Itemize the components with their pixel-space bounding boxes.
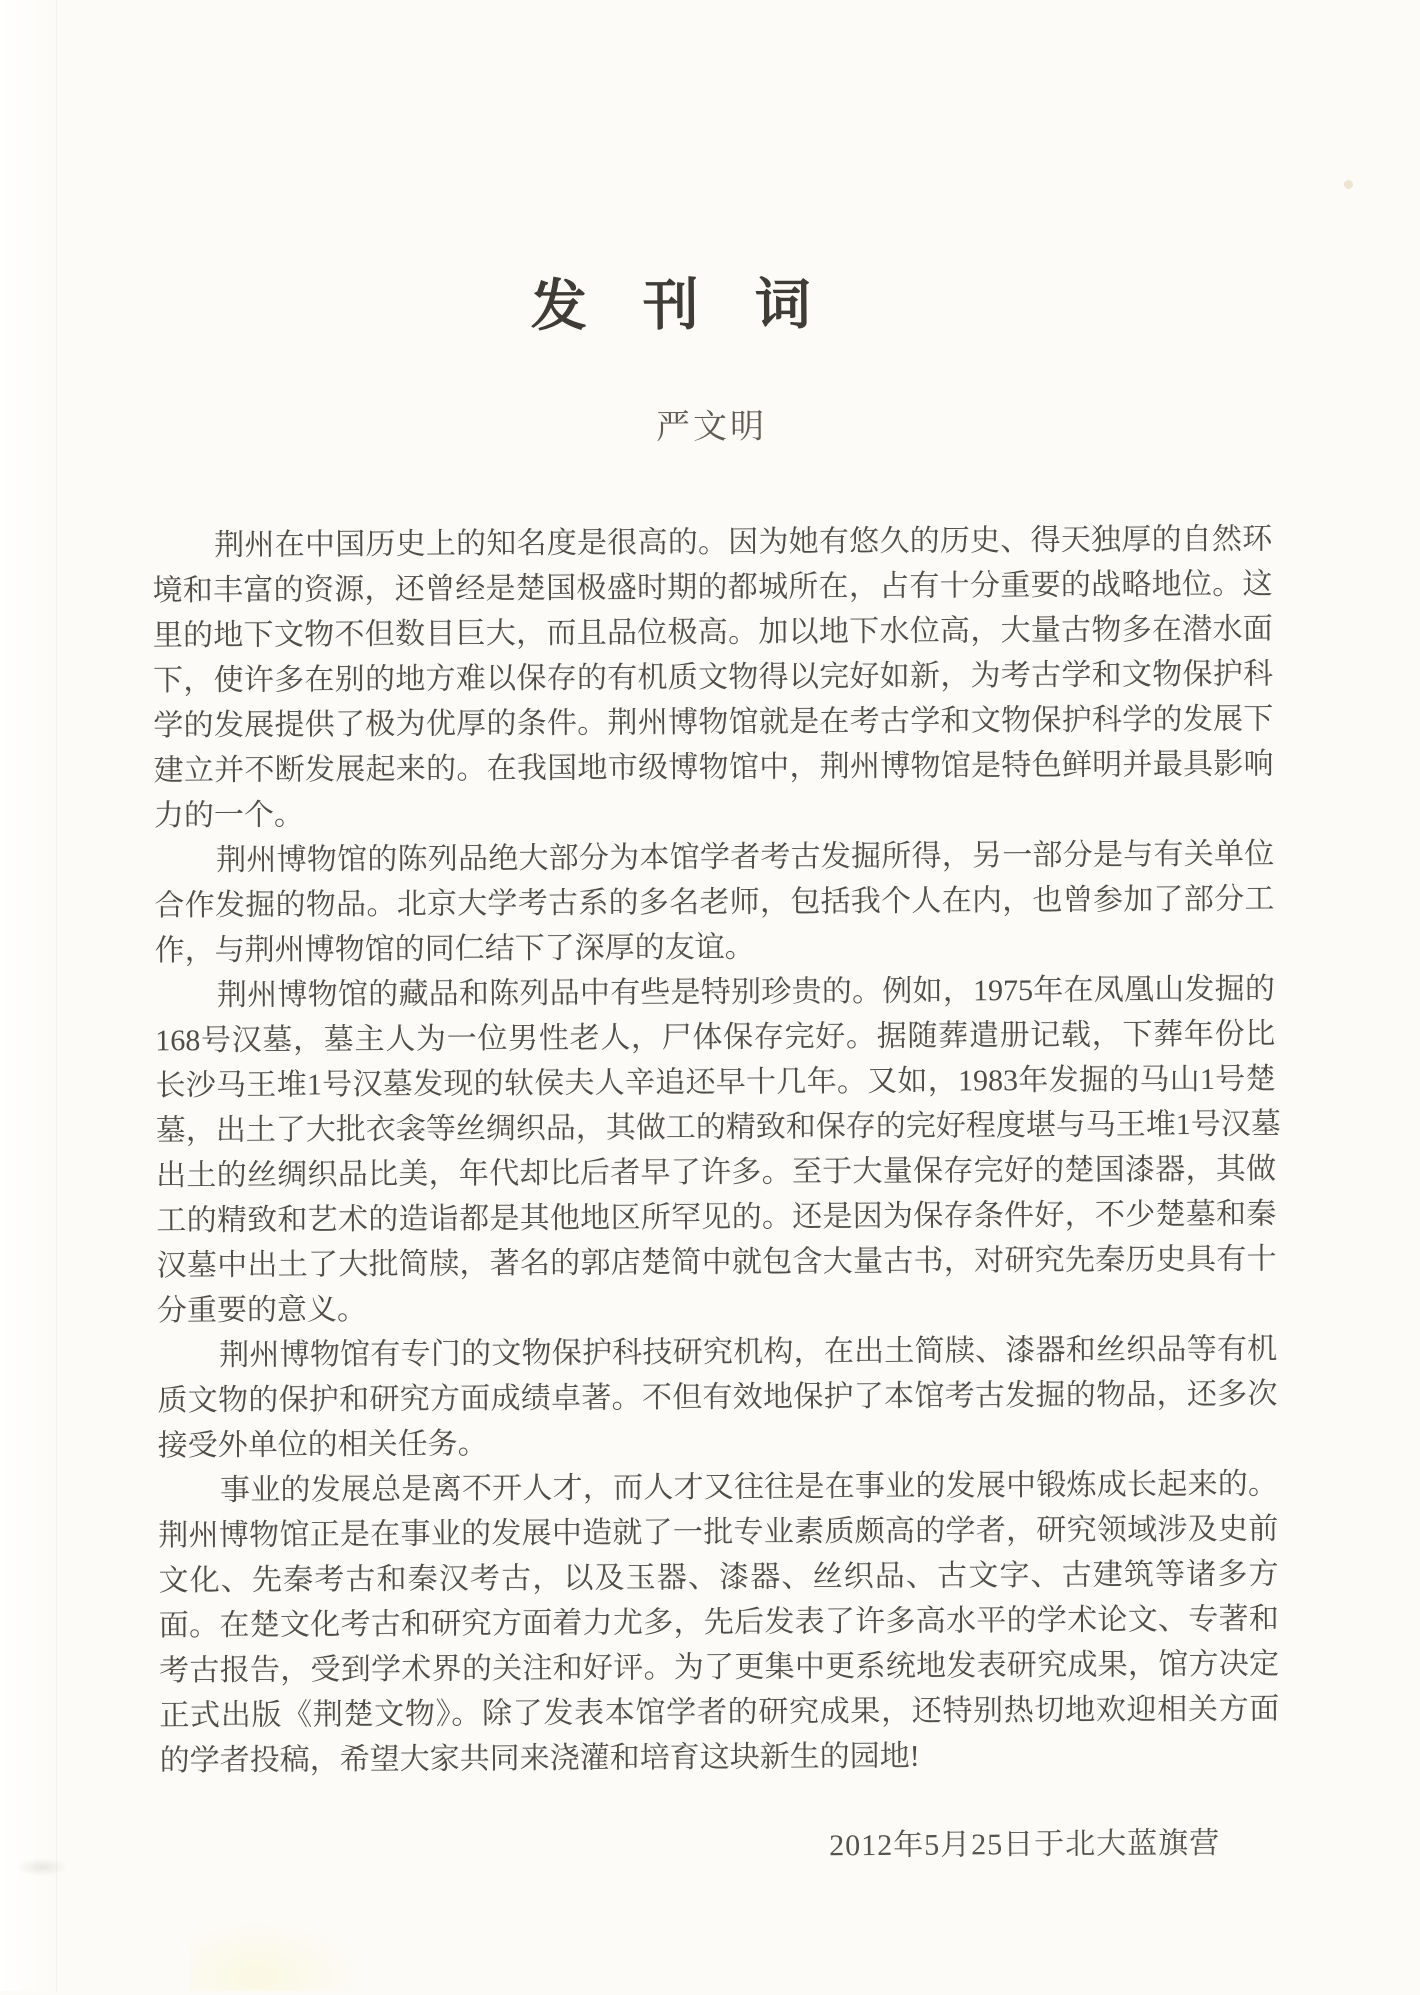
- dateline: 2012年5月25日于北大蓝旗营: [829, 1826, 1221, 1863]
- text-line: 文化、先秦考古和秦汉考古，以及玉器、漆器、丝织品、古文字、古建筑等诸多方: [158, 1557, 1279, 1598]
- text-line: 的学者投稿，希望大家共同来浇灌和培育这块新生的园地!: [159, 1739, 920, 1778]
- text-line: 合作发掘的物品。北京大学考古系的多名老师，包括我个人在内，也曾参加了部分工: [154, 882, 1275, 923]
- scan-blotch: [190, 1920, 360, 1991]
- text-line: 荆州在中国历史上的知名度是很高的。因为她有悠久的历史、得天独厚的自然环: [214, 522, 1273, 563]
- scan-smudge: [16, 1858, 68, 1876]
- text-line: 荆州博物馆有专门的文物保护科技研究机构，在出土简牍、漆器和丝织品等有机: [219, 1332, 1278, 1373]
- text-line: 考古报告，受到学术界的关注和好评。为了更集中更系统地发表研究成果，馆方决定: [159, 1647, 1280, 1688]
- scan-speck: [1344, 180, 1353, 189]
- text-line: 168号汉墓，墓主人为一位男性老人，尸体保存完好。据随葬遣册记载，下葬年份比: [155, 1017, 1276, 1058]
- page-title: 发 刊 词: [530, 274, 811, 339]
- text-line: 工的精致和艺术的造诣都是其他地区所罕见的。还是因为保存条件好，不少楚墓和秦: [156, 1197, 1277, 1238]
- text-line: 荆州博物馆的藏品和陈列品中有些是特别珍贵的。例如，1975年在凤凰山发掘的: [216, 972, 1276, 1013]
- text-line: 墓，出土了大批衣衾等丝绸织品，其做工的精致和保存的完好程度堪与马王堆1号汉墓: [155, 1107, 1281, 1148]
- text-line: 里的地下文物不但数目巨大，而且品位极高。加以地下水位高，大量古物多在潜水面: [152, 612, 1273, 653]
- text-line: 学的发展提供了极为优厚的条件。荆州博物馆就是在考古学和文物保护科学的发展下: [153, 702, 1274, 743]
- text-line: 作，与荆州博物馆的同仁结下了深厚的友谊。: [154, 930, 755, 968]
- text-line: 建立并不断发展起来的。在我国地市级博物馆中，荆州博物馆是特色鲜明并最具影响: [153, 747, 1274, 788]
- paragraph: [157, 1327, 1278, 1469]
- paragraph: [152, 517, 1274, 839]
- text-line: 汉墓中出土了大批简牍，著名的郭店楚简中就包含大量古书，对研究先秦历史具有十: [156, 1242, 1277, 1283]
- text-line: 下，使许多在别的地方难以保存的有机质文物得以完好如新，为考古学和文物保护科: [152, 657, 1274, 698]
- paragraph: [155, 967, 1281, 1334]
- text-line: 事业的发展总是离不开人才，而人才又往往是在事业的发展中锻炼成长起来的。: [219, 1467, 1279, 1508]
- text-line: 面。在楚文化考古和研究方面着力尤多，先后发表了许多高水平的学术论文、专著和: [158, 1602, 1279, 1643]
- text-line: 正式出版《荆楚文物》。除了发表本馆学者的研究成果，还特别热切地欢迎相关方面: [159, 1692, 1280, 1733]
- text-line: 出土的丝绸织品比美，年代却比后者早了许多。至于大量保存完好的楚国漆器，其做: [155, 1152, 1277, 1193]
- paragraph: [154, 832, 1275, 974]
- author-name: 严文明: [655, 408, 768, 447]
- paragraph: [158, 1462, 1280, 1784]
- text-line: 荆州博物馆的陈列品绝大部分为本馆学者考古发掘所得，另一部分是与有关单位: [216, 837, 1275, 878]
- text-line: 力的一个。: [153, 798, 304, 833]
- body-text: [152, 517, 1280, 1784]
- text-line: 分重要的意义。: [156, 1293, 368, 1328]
- text-line: 接受外单位的相关任务。: [157, 1427, 488, 1463]
- text-line: 长沙马王堆1号汉墓发现的轪侯夫人辛追还早十几年。又如，1983年发掘的马山1号楚: [155, 1062, 1276, 1103]
- text-line: 质文物的保护和研究方面成绩卓著。不但有效地保护了本馆考古发掘的物品，还多次: [157, 1377, 1278, 1418]
- text-line: 荆州博物馆正是在事业的发展中造就了一批专业素质颇高的学者，研究领域涉及史前: [158, 1512, 1279, 1553]
- text-line: 境和丰富的资源，还曾经是楚国极盛时期的都城所在，占有十分重要的战略地位。这: [152, 567, 1273, 608]
